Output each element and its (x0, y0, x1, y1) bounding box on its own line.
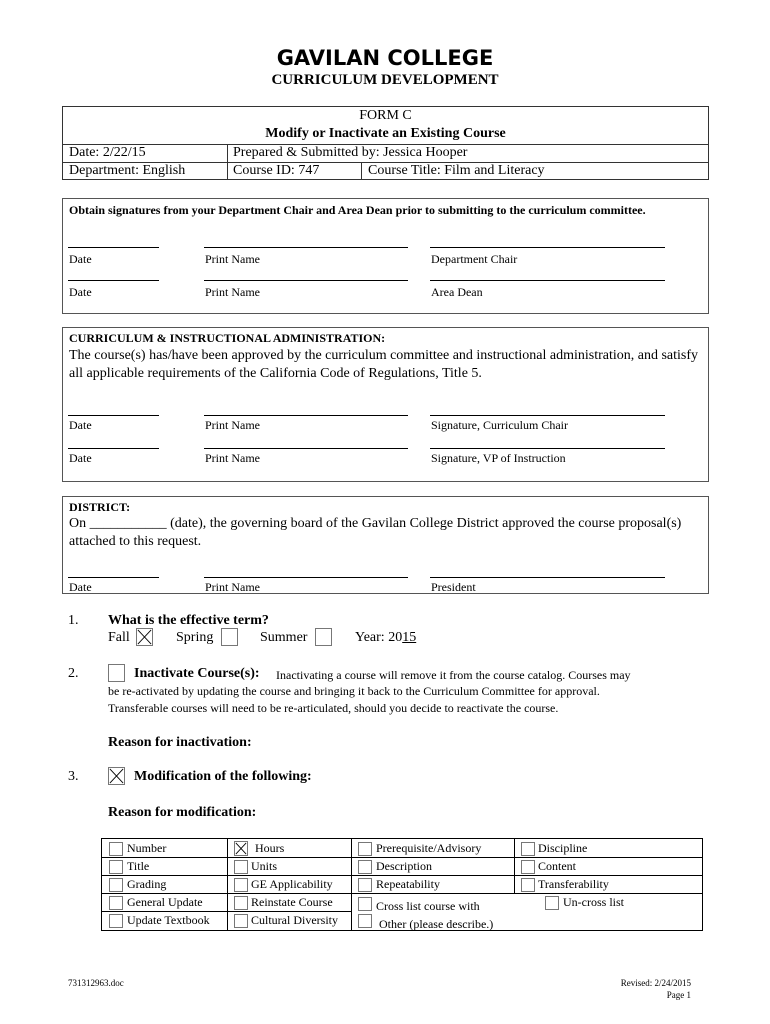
date-label: Date (69, 285, 92, 299)
spring-checkbox[interactable] (221, 628, 238, 646)
ge-applicability-checkbox[interactable] (234, 878, 248, 892)
mod-repeatability: Repeatability (376, 877, 440, 891)
inactivate-label: Inactivate Course(s): (134, 666, 260, 681)
inactivate-text-2: be re-activated by updating the course and bringing it back to the Curriculum Committee for approval. (108, 684, 600, 698)
reason-modification: Reason for modification: (108, 805, 257, 820)
x-mark-icon (235, 842, 247, 855)
admin-text: The course(s) has/have been approved by the curriculum committee and instructional administration, and satisfy all applicable requirements of the California Code of Regulations, Title 5. (69, 348, 699, 381)
repeatability-checkbox[interactable] (358, 878, 372, 892)
x-mark-icon (137, 629, 152, 645)
mod-hours: Hours (255, 841, 285, 855)
reason-inactivation: Reason for inactivation: (108, 735, 252, 750)
other-checkbox[interactable] (358, 914, 372, 928)
area-dean-label: Area Dean (431, 285, 483, 299)
mod-update-textbook: Update Textbook (127, 913, 210, 927)
units-checkbox[interactable] (234, 860, 248, 874)
admin-box (62, 327, 709, 482)
college-title: GAVILAN COLLEGE (276, 46, 494, 70)
department-subtitle: CURRICULUM DEVELOPMENT (271, 72, 499, 88)
mod-reinstate-course: Reinstate Course (251, 895, 333, 909)
department-chair-label: Department Chair (431, 252, 518, 266)
number-checkbox[interactable] (109, 842, 123, 856)
footer-page: Page 1 (666, 990, 691, 1000)
inactivate-text-1: Inactivating a course will remove it from the course catalog. Courses may (276, 668, 631, 682)
footer-filename: 731312963.doc (68, 978, 124, 988)
department-field: Department: English (69, 163, 186, 178)
prepared-by-field: Prepared & Submitted by: Jessica Hooper (233, 145, 468, 160)
vp-instruction-label: Signature, VP of Instruction (431, 451, 566, 465)
hours-checkbox[interactable] (234, 841, 248, 856)
summer-checkbox[interactable] (315, 628, 332, 646)
curriculum-chair-label: Signature, Curriculum Chair (431, 418, 568, 432)
spring-label: Spring (176, 630, 214, 645)
mod-general-update: General Update (127, 895, 203, 909)
signatures-intro: Obtain signatures from your Department Chair and Area Dean prior to submitting to the curriculum committee. (69, 203, 646, 217)
q2-number: 2. (68, 666, 79, 681)
district-heading: DISTRICT: (69, 500, 131, 514)
footer-revised: Revised: 2/24/2015 (620, 978, 691, 988)
mod-discipline: Discipline (538, 841, 588, 855)
discipline-checkbox[interactable] (521, 842, 535, 856)
prerequisite-checkbox[interactable] (358, 842, 372, 856)
year-value[interactable]: 15 (402, 630, 417, 645)
mod-units: Units (251, 859, 278, 873)
mod-un-cross-list: Un-cross list (563, 895, 624, 909)
mod-cross-list: Cross list course with (376, 899, 480, 913)
update-textbook-checkbox[interactable] (109, 914, 123, 928)
header-table (62, 106, 709, 180)
mod-description: Description (376, 859, 432, 873)
mod-other: Other (please describe.) (379, 917, 494, 931)
summer-label: Summer (260, 630, 308, 645)
general-update-checkbox[interactable] (109, 896, 123, 910)
print-name-label: Print Name (205, 580, 260, 594)
mod-grading: Grading (127, 877, 167, 891)
description-checkbox[interactable] (358, 860, 372, 874)
course-id-field: Course ID: 747 (233, 163, 320, 178)
un-cross-list-checkbox[interactable] (545, 896, 559, 910)
modifications-table (101, 838, 703, 931)
mod-title: Title (127, 859, 150, 873)
fall-label: Fall (108, 630, 130, 645)
grading-checkbox[interactable] (109, 878, 123, 892)
date-label: Date (69, 418, 92, 432)
year-label: Year: 2015 (355, 630, 417, 645)
content-checkbox[interactable] (521, 860, 535, 874)
q1-number: 1. (68, 613, 79, 628)
date-label: Date (69, 252, 92, 266)
fall-checkbox[interactable] (136, 628, 153, 646)
president-label: President (431, 580, 476, 594)
mod-cultural-diversity: Cultural Diversity (251, 913, 338, 927)
date-label: Date (69, 451, 92, 465)
district-text: On ___________ (date), the governing board of the Gavilan College District approved the course proposal(s) attached to this request. (69, 516, 682, 549)
course-title-field: Course Title: Film and Literacy (368, 163, 545, 178)
modification-label: Modification of the following: (134, 769, 312, 784)
inactivate-checkbox[interactable] (108, 664, 125, 682)
q1-question: What is the effective term? (108, 613, 269, 628)
inactivate-text-3: Transferable courses will need to be re-articulated, should you decide to reactivate the course. (108, 701, 559, 715)
cultural-diversity-checkbox[interactable] (234, 914, 248, 928)
admin-heading: CURRICULUM & INSTRUCTIONAL ADMINISTRATION: (69, 331, 386, 345)
print-name-label: Print Name (205, 451, 260, 465)
transferability-checkbox[interactable] (521, 878, 535, 892)
date-field: Date: 2/22/15 (69, 145, 146, 160)
mod-ge-applicability: GE Applicability (251, 877, 333, 891)
date-label: Date (69, 580, 92, 594)
form-title: Modify or Inactivate an Existing Course (265, 126, 506, 141)
mod-number: Number (127, 841, 167, 855)
x-mark-icon (109, 768, 124, 784)
print-name-label: Print Name (205, 418, 260, 432)
district-box (62, 496, 709, 594)
reinstate-course-checkbox[interactable] (234, 896, 248, 910)
mod-transferability: Transferability (538, 877, 609, 891)
cross-list-checkbox[interactable] (358, 897, 372, 911)
form-label: FORM C (359, 108, 412, 123)
modification-checkbox[interactable] (108, 767, 125, 785)
title-checkbox[interactable] (109, 860, 123, 874)
signatures-box (62, 198, 709, 314)
mod-prerequisite: Prerequisite/Advisory (376, 841, 482, 855)
print-name-label: Print Name (205, 285, 260, 299)
print-name-label: Print Name (205, 252, 260, 266)
mod-content: Content (538, 859, 576, 873)
q3-number: 3. (68, 769, 79, 784)
